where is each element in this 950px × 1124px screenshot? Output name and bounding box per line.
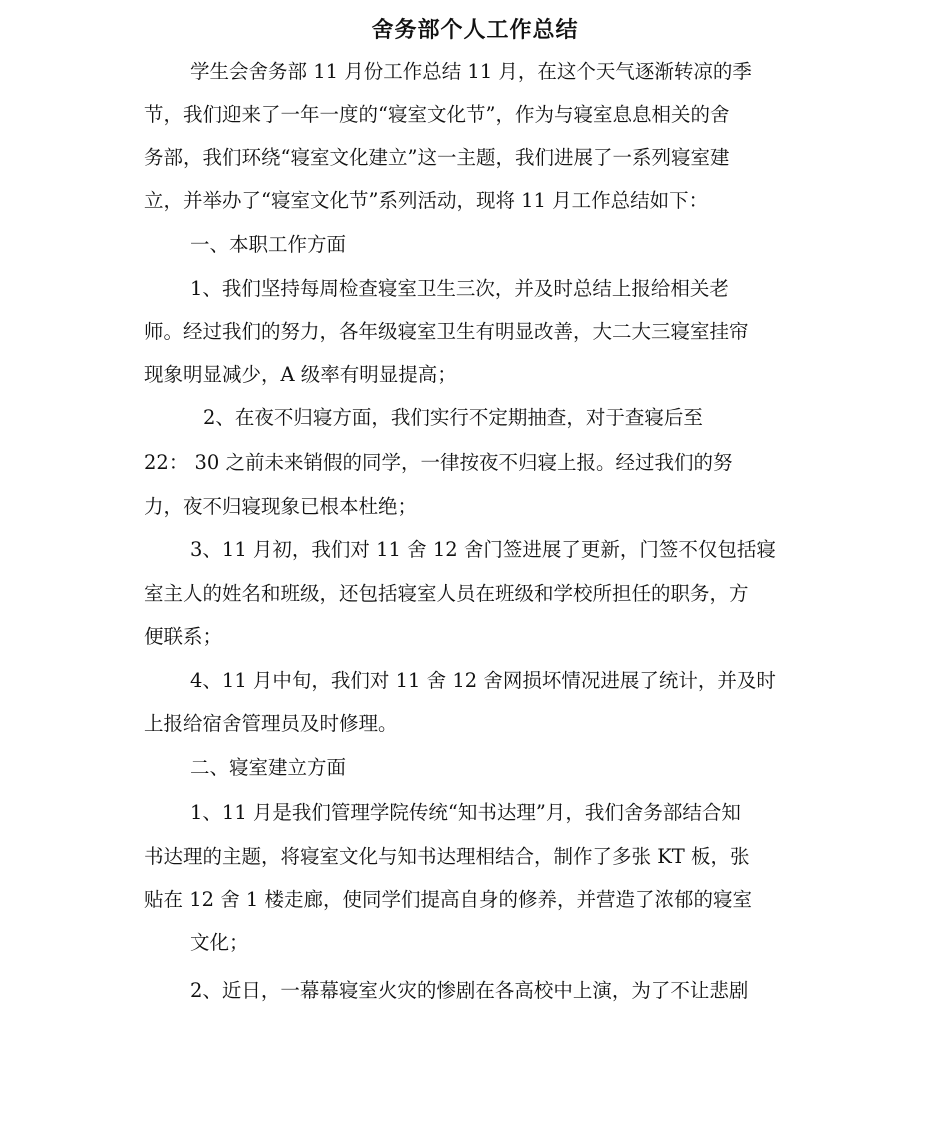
paragraph-line: 现象明显减少，A 级率有明显提高；	[144, 363, 457, 386]
document-title: 舍务部个人工作总结	[371, 18, 579, 43]
paragraph-line: 立，并举办了“寝室文化节”系列活动，现将 11 月工作总结如下：	[144, 189, 709, 212]
section-heading: 一、本职工作方面	[190, 233, 347, 256]
paragraph-line: 贴在 12 舍 1 楼走廊，使同学们提高自身的修养，并营造了浓郁的寝室	[144, 888, 753, 911]
paragraph-line: 2、在夜不归寝方面，我们实行不定期抽查，对于查寝后至	[203, 406, 703, 429]
paragraph-line: 文化；	[190, 931, 249, 954]
paragraph-line: 1、11 月是我们管理学院传统“知书达理”月，我们舍务部结合知	[190, 801, 741, 824]
paragraph-line: 上报给宿舍管理员及时修理。	[144, 712, 398, 735]
paragraph-line: 学生会舍务部 11 月份工作总结 11 月，在这个天气逐渐转凉的季	[190, 60, 752, 83]
paragraph-line: 便联系；	[144, 625, 223, 648]
paragraph-line: 2、近日，一幕幕寝室火灾的惨剧在各高校中上演，为了不让悲剧	[190, 979, 749, 1002]
paragraph-line: 4、11 月中旬，我们对 11 舍 12 舍网损坏情况进展了统计，并及时	[190, 669, 776, 692]
paragraph-line: 3、11 月初，我们对 11 舍 12 舍门签进展了更新，门签不仅包括寝	[190, 538, 776, 561]
paragraph-line: 书达理的主题，将寝室文化与知书达理相结合，制作了多张 KT 板，张	[144, 845, 750, 868]
paragraph-line: 师。经过我们的努力，各年级寝室卫生有明显改善，大二大三寝室挂帘	[144, 320, 749, 343]
paragraph-line: 1、我们坚持每周检查寝室卫生三次，并及时总结上报给相关老	[190, 277, 729, 300]
paragraph-line: 力，夜不归寝现象已根本杜绝；	[144, 495, 418, 518]
section-heading: 二、寝室建立方面	[190, 756, 347, 779]
paragraph-line: 22： 30 之前未来销假的同学，一律按夜不归寝上报。经过我们的努	[144, 451, 733, 474]
paragraph-line: 节，我们迎来了一年一度的“寝室文化节”，作为与寝室息息相关的舍	[144, 103, 730, 126]
paragraph-line: 室主人的姓名和班级，还包括寝室人员在班级和学校所担任的职务，方	[144, 582, 749, 605]
paragraph-line: 务部，我们环绕“寝室文化建立”这一主题，我们进展了一系列寝室建	[144, 146, 730, 169]
